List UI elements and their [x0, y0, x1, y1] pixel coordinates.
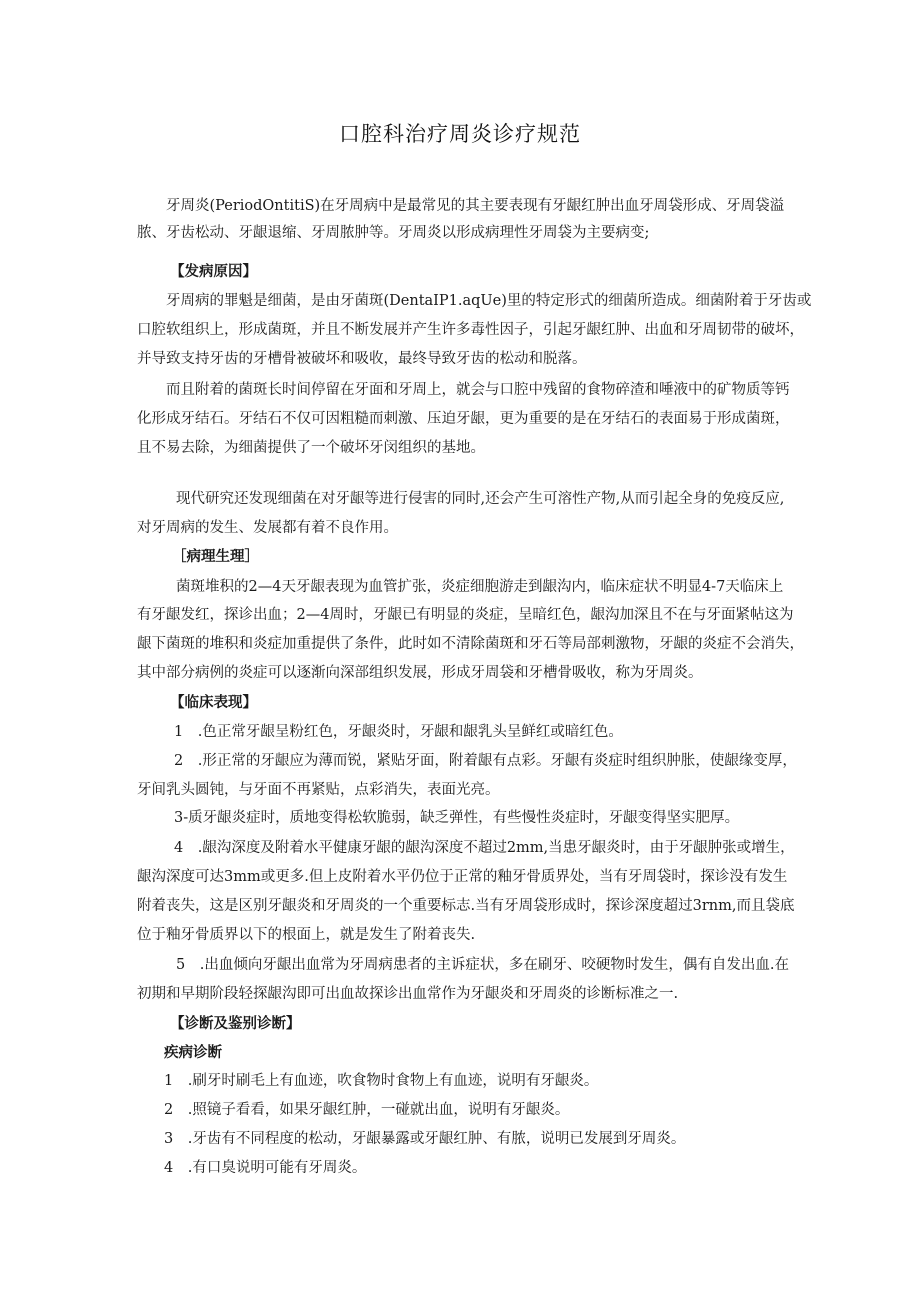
diagnosis-item-4: 4 .有口臭说明可能有牙周炎。 [164, 1160, 367, 1176]
diagnosis-subheading: 疾病诊断 [164, 1045, 222, 1061]
diagnosis-item-1: 1 .刷牙时刷毛上有血迹，吹食物时食物上有血迹，说明有牙龈炎。 [164, 1073, 599, 1089]
cause-para3-line-2: 对牙周病的发生、发展都有着不良作用。 [137, 520, 398, 536]
clinical-item-2-line-1: 2 .形正常的牙龈应为薄而锐，紧贴牙面，附着龈有点彩。牙龈有炎症时组织肿胀，使龈缘变厚， [174, 753, 797, 769]
clinical-item-2-line-2: 牙间乳头圆钝，与牙面不再紧贴，点彩消失，表面光亮。 [137, 782, 500, 798]
pathology-heading: ［病理生理］ [172, 549, 259, 565]
diagnosis-item-2: 2 .照镜子看看，如果牙龈红肿，一碰就出血，说明有牙龈炎。 [164, 1102, 570, 1118]
clinical-heading: 【临床表现】 [170, 695, 257, 711]
intro-line-2: 脓、牙齿松动、牙龈退缩、牙周脓肿等。牙周炎以形成病理性牙周袋为主要病变; [137, 225, 650, 241]
cause-heading: 【发病原因】 [170, 264, 257, 280]
clinical-item-4-line-1: 4 .龈沟深度及附着水平健康牙龈的龈沟深度不超过2mm,当患牙龈炎时，由于牙龈肿张或增生， [174, 840, 795, 856]
cause-para1-line-3: 并导致支持牙齿的牙槽骨被破坏和吸收，最终导致牙齿的松动和脱落。 [137, 351, 587, 367]
pathology-line-2: 有牙龈发红，探诊出血；2—4周时，牙龈已有明显的炎症，呈暗红色，龈沟加深且不在与牙面紧帖这为 [137, 607, 794, 623]
clinical-item-4-line-4: 位于釉牙骨质界以下的根面上，就是发生了附着丧失. [137, 927, 476, 943]
pathology-line-3: 龈下菌斑的堆积和炎症加重提供了条件，此时如不清除菌斑和牙石等局部刺激物，牙龈的炎症不会消失， [137, 636, 804, 652]
cause-para1-line-2: 口腔软组织上，形成菌斑，并且不断发展并产生许多毒性因子，引起牙龈红肿、出血和牙周韧带的破坏， [137, 322, 804, 338]
intro-line-1: 牙周炎(PeriodOntitiS)在牙周病中是最常见的其主要表现有牙龈红肿出血牙周袋形成、牙周袋溢 [166, 198, 785, 214]
cause-para2-line-3: 且不易去除，为细菌提供了一个破坏牙闵组织的基地。 [137, 440, 485, 456]
clinical-item-5-line-2: 初期和早期阶段轻探龈沟即可出血故探诊出血常作为牙龈炎和牙周炎的诊断标准之一. [137, 986, 679, 1002]
diagnosis-heading: 【诊断及鉴别诊断】 [170, 1016, 301, 1032]
cause-para3-line-1: 现代研究还发现细菌在对牙龈等进行侵害的同时,还会产生可溶性产物,从而引起全身的免疫反应, [176, 491, 785, 507]
diagnosis-item-3: 3 .牙齿有不同程度的松动，牙龈暴露或牙龈红肿、有脓，说明已发展到牙周炎。 [164, 1131, 686, 1147]
pathology-line-1: 菌斑堆积的2—4天牙龈表现为血管扩张，炎症细胞游走到龈沟内，临床症状不明显4-7天临床上 [176, 579, 784, 595]
cause-para2-line-1: 而且附着的菌斑长时间停留在牙面和牙周上，就会与口腔中残留的食物碎渣和唾液中的矿物质等钙 [166, 382, 790, 398]
pathology-line-4: 其中部分病例的炎症可以逐渐向深部组织发展，形成牙周袋和牙槽骨吸收，称为牙周炎。 [137, 665, 703, 681]
cause-para2-line-2: 化形成牙结石。牙结石不仅可因粗糙而刺激、压迫牙龈，更为重要的是在牙结石的表面易于形成菌斑， [137, 411, 790, 427]
page-title: 口腔科治疗周炎诊疗规范 [339, 122, 581, 146]
cause-para1-line-1: 牙周病的罪魁是细菌，是由牙菌斑(DentaIP1.aqUe)里的特定形式的细菌所造成。细菌附着于牙齿或 [166, 293, 812, 309]
clinical-item-3: 3-质牙龈炎症时，质地变得松软脆弱，缺乏弹性，有些慢性炎症时，牙龈变得坚实肥厚。 [174, 810, 740, 826]
clinical-item-4-line-3: 附着丧失，这是区别牙龈炎和牙周炎的一个重要标志.当有牙周袋形成时，探诊深度超过3rnm,而且袋底 [137, 898, 795, 914]
clinical-item-4-line-2: 龈沟深度可达3mm或更多.但上皮附着水平仍位于正常的釉牙骨质界处，当有牙周袋时，探诊没有发生 [137, 869, 788, 885]
clinical-item-5-line-1: 5 .出血倾向牙龈出血常为牙周病患者的主诉症状，多在刷牙、咬硬物时发生，偶有自发出血.在 [176, 957, 789, 973]
clinical-item-1: 1 .色正常牙龈呈粉红色，牙龈炎时，牙龈和龈乳头呈鲜红或暗红色。 [174, 724, 623, 740]
